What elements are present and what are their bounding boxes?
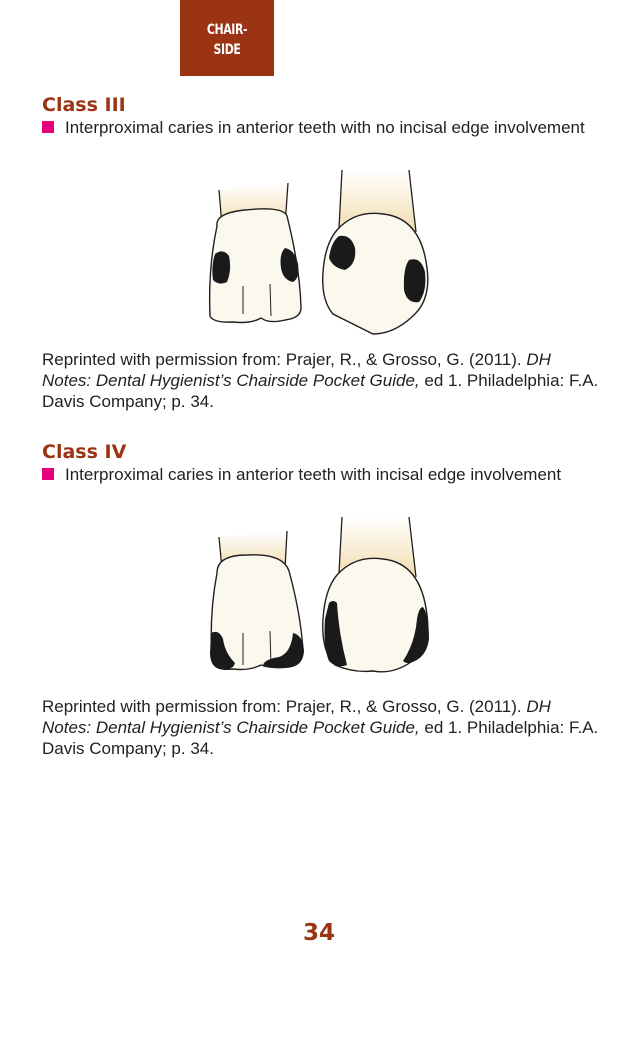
class3-caption-pre: Reprinted with permission from: Prajer, R., & Grosso, G. (2011). [42, 350, 527, 369]
class4-caption-pre: Reprinted with permission from: Prajer, R., & Grosso, G. (2011). [42, 697, 527, 716]
class3-teeth-illustration [205, 168, 435, 338]
class3-caption [42, 349, 602, 412]
class4-caption-post: ed 1. Philadelphia: F.A. Davis Company; p. 34. [42, 718, 599, 758]
class4-caption [42, 696, 602, 759]
class3-caries-right-distal [404, 259, 426, 302]
class4-bullet-item [42, 464, 602, 485]
bullet-square-icon [42, 121, 54, 133]
class3-left-tooth [210, 183, 301, 323]
class3-right-tooth [323, 170, 428, 334]
class3-caption-title: DH Notes: Dental Hygienist’s Chairside Pocket Guide, [42, 350, 551, 390]
class4-heading: Class IV [42, 441, 127, 463]
chairside-section-tab [180, 0, 274, 76]
page-number: 34 [302, 920, 335, 946]
tab-label-line1: CHAIR- [206, 22, 248, 38]
class3-caries-left-mesial [212, 251, 230, 283]
class4-bullet-text: Interproximal caries in anterior teeth with incisal edge involvement [65, 465, 562, 484]
class4-left-tooth [210, 531, 304, 670]
class3-bullet-item [42, 117, 602, 138]
class4-teeth-illustration [205, 515, 435, 675]
class4-right-tooth [323, 517, 429, 672]
class3-caption-post: ed 1. Philadelphia: F.A. Davis Company; p. 34. [42, 371, 599, 411]
class3-heading: Class III [42, 94, 126, 116]
class3-bullet-text: Interproximal caries in anterior teeth with no incisal edge involvement [65, 118, 585, 137]
bullet-square-icon [42, 468, 54, 480]
class4-caption-title: DH Notes: Dental Hygienist’s Chairside Pocket Guide, [42, 697, 551, 737]
tab-label-line2: SIDE [213, 42, 241, 58]
